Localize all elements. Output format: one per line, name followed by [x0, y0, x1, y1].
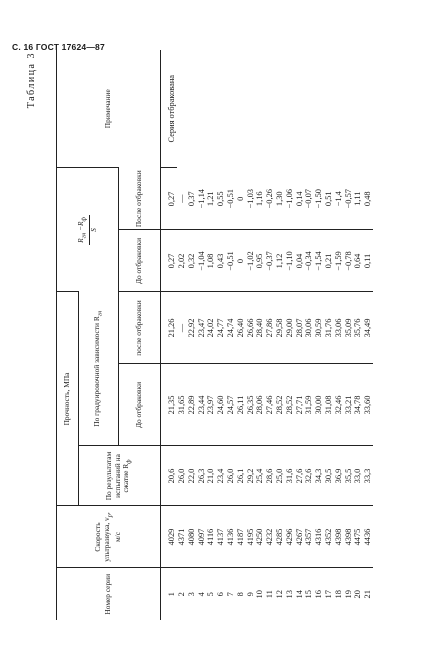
calib-before-cell: 27,46 — [265, 364, 275, 446]
calib-before-cell: 28,06 — [255, 364, 265, 446]
calib-before-cell: 32,46 — [334, 364, 344, 446]
calib-before-cell: 33,21 — [343, 364, 353, 446]
compression-cell: 30,5 — [324, 446, 334, 506]
compression-cell: 23,4 — [216, 446, 226, 506]
ratio-after-cell: — — [177, 194, 187, 203]
ratio-before-cell: 1,08 — [206, 230, 216, 292]
series-cell: 9 — [245, 568, 255, 620]
calib-after-cell: 22,92 — [187, 292, 197, 364]
speed-cell: 4285 — [275, 506, 285, 568]
ratio-after-cell: 0,55 — [216, 191, 226, 207]
compression-cell: 26,0 — [226, 446, 236, 506]
ratio-after-cell: −1,06 — [284, 189, 294, 209]
speed-cell: 4398 — [334, 506, 344, 568]
compression-cell: 33,0 — [353, 446, 363, 506]
speed-cell: 4398 — [343, 506, 353, 568]
speed-cell: 4029 — [161, 506, 177, 568]
series-cell: 10 — [255, 568, 265, 620]
speed-cell: 4116 — [206, 506, 216, 568]
calib-before-cell: 30,00 — [314, 364, 324, 446]
series-cell: 3 — [187, 568, 197, 620]
ratio-after-cell: −1,03 — [245, 189, 255, 209]
calib-before-cell: 33,60 — [363, 364, 373, 446]
speed-cell: 4352 — [324, 506, 334, 568]
col-compression-header: По результатам испытаний на сжатие $R_ф$ — [79, 446, 161, 506]
ratio-after-cell: −1,50 — [314, 189, 324, 209]
ratio-before-cell: −1,59 — [334, 230, 344, 292]
note-cell: Серия отбракована — [167, 74, 176, 143]
results-table — [56, 50, 373, 620]
table-label: Таблица 3 — [26, 52, 37, 109]
col-calib-before-header: До отбраковки — [119, 364, 161, 446]
calib-after-cell: 24,02 — [206, 292, 216, 364]
series-cell: 4 — [196, 568, 206, 620]
speed-cell: 4267 — [294, 506, 304, 568]
calib-after-cell: 34,49 — [363, 292, 373, 364]
ratio-after-cell: −1,4 — [333, 191, 343, 207]
ratio-after-cell: 0,14 — [294, 191, 304, 207]
compression-cell: 29,2 — [245, 446, 255, 506]
calib-before-cell: 24,60 — [216, 364, 226, 446]
series-cell: 8 — [236, 568, 246, 620]
ratio-before-cell: −1,02 — [245, 230, 255, 292]
series-cell: 2 — [177, 568, 187, 620]
compression-cell: 34,3 — [314, 446, 324, 506]
series-cell: 15 — [304, 568, 314, 620]
series-cell: 17 — [324, 568, 334, 620]
speed-cell: 4250 — [255, 506, 265, 568]
col-series-header: Номер серии — [57, 568, 161, 620]
ratio-before-cell: 0,43 — [216, 230, 226, 292]
speed-cell: 4371 — [177, 506, 187, 568]
rotated-table-block — [26, 50, 376, 620]
series-cell: 1 — [161, 568, 177, 620]
strength-group-header: Прочность, МПа — [57, 292, 79, 506]
compression-cell: 22,0 — [187, 446, 197, 506]
calib-after-cell: 31,76 — [324, 292, 334, 364]
calib-after-cell: 28,40 — [255, 292, 265, 364]
speed-cell: 4187 — [236, 506, 246, 568]
ratio-before-cell: −0,34 — [304, 230, 314, 292]
calib-before-cell: 21,35 — [161, 364, 177, 446]
ratio-before-cell: 2,02 — [177, 230, 187, 292]
ratio-before-cell: −1,10 — [285, 230, 295, 292]
table-row — [161, 50, 177, 620]
speed-cell: 4357 — [304, 506, 314, 568]
ratio-before-cell: −0,51 — [226, 230, 236, 292]
calib-after-cell: 21,26 — [161, 292, 177, 364]
speed-cell: 4436 — [363, 506, 373, 568]
compression-cell: 26,0 — [177, 446, 187, 506]
series-cell: 6 — [216, 568, 226, 620]
calib-after-cell: 28,07 — [294, 292, 304, 364]
ratio-before-cell: 0,11 — [363, 230, 373, 292]
series-cell: 5 — [206, 568, 216, 620]
col-note-header: Примечание — [57, 50, 161, 168]
ratio-after-cell: 0,37 — [186, 191, 196, 207]
calib-before-cell: 22,89 — [187, 364, 197, 446]
compression-cell: 21,0 — [206, 446, 216, 506]
calib-group-header: По градуировочной зависимости $R_{гн}$ — [79, 292, 119, 446]
calib-after-cell: 26,40 — [236, 292, 246, 364]
ratio-before-cell: 0,95 — [255, 230, 265, 292]
calib-before-cell: 23,44 — [196, 364, 206, 446]
series-cell: 21 — [363, 568, 373, 620]
calib-before-cell: 24,57 — [226, 364, 236, 446]
ratio-before-cell: 0,27 — [161, 230, 177, 292]
calib-after-cell: 26,66 — [245, 292, 255, 364]
speed-cell: 4232 — [265, 506, 275, 568]
ratio-before-cell: 1,12 — [275, 230, 285, 292]
calib-after-cell: 29,58 — [275, 292, 285, 364]
calib-before-cell: 28,52 — [275, 364, 285, 446]
compression-cell: 26,3 — [196, 446, 206, 506]
speed-cell: 4475 — [353, 506, 363, 568]
speed-cell: 4195 — [245, 506, 255, 568]
ratio-before-cell: −0,78 — [343, 230, 353, 292]
calib-before-cell: 27,71 — [294, 364, 304, 446]
ratio-before-cell: 0,64 — [353, 230, 363, 292]
compression-cell: 25,4 — [255, 446, 265, 506]
calib-after-cell: 27,86 — [265, 292, 275, 364]
ratio-after-cell: 0,51 — [324, 191, 334, 207]
ratio-before-cell: −1,04 — [196, 230, 206, 292]
ratio-after-cell: −1,14 — [196, 189, 206, 209]
calib-before-cell: 31,59 — [304, 364, 314, 446]
ratio-before-cell: 0,32 — [187, 230, 197, 292]
ratio-after-cell: 1,21 — [206, 191, 216, 207]
ratio-after-cell: 1,16 — [255, 191, 265, 207]
series-cell: 12 — [275, 568, 285, 620]
calib-after-cell: 23,47 — [196, 292, 206, 364]
series-cell: 14 — [294, 568, 304, 620]
calib-after-cell: 35,76 — [353, 292, 363, 364]
compression-cell: 27,6 — [294, 446, 304, 506]
speed-cell: 4080 — [187, 506, 197, 568]
calib-before-cell: 23,97 — [206, 364, 216, 446]
ratio-after-cell: 0,27 — [161, 168, 177, 230]
ratio-after-cell: −0,51 — [226, 189, 236, 209]
calib-before-cell: 34,78 — [353, 364, 363, 446]
calib-after-cell: 33,06 — [334, 292, 344, 364]
ratio-after-cell: 0 — [235, 196, 245, 201]
compression-cell: 26,1 — [236, 446, 246, 506]
calib-before-cell: 31,08 — [324, 364, 334, 446]
col-speed-header: Скорость ультразвука, $v_p$, м/с — [57, 506, 161, 568]
compression-cell: 36,9 — [334, 446, 344, 506]
series-cell: 13 — [285, 568, 295, 620]
ratio-after-cell: −0,57 — [343, 189, 353, 209]
compression-cell: 32,6 — [304, 446, 314, 506]
speed-cell: 4136 — [226, 506, 236, 568]
calib-after-cell: 30,59 — [314, 292, 324, 364]
series-cell: 16 — [314, 568, 324, 620]
col-calib-after-header: после отбраковки — [119, 292, 161, 364]
calib-after-cell: 24,77 — [216, 292, 226, 364]
speed-cell: 4137 — [216, 506, 226, 568]
ratio-before-cell: 0 — [236, 230, 246, 292]
col-ratio-before-header: До отбраковки — [119, 230, 161, 292]
ratio-before-cell: −1,54 — [314, 230, 324, 292]
compression-cell: 31,6 — [285, 446, 295, 506]
calib-after-cell: 24,74 — [226, 292, 236, 364]
compression-cell: 35,5 — [343, 446, 353, 506]
ratio-after-cell: −0,26 — [265, 189, 275, 209]
calib-after-cell: 30,06 — [304, 292, 314, 364]
calib-after-cell: 29,00 — [285, 292, 295, 364]
series-cell: 20 — [353, 568, 363, 620]
series-cell: 19 — [343, 568, 353, 620]
compression-cell: 33,3 — [363, 446, 373, 506]
calib-after-cell: 35,09 — [343, 292, 353, 364]
compression-cell: 25,0 — [275, 446, 285, 506]
ratio-after-cell: 1,30 — [275, 191, 285, 207]
compression-cell: 28,6 — [265, 446, 275, 506]
ratio-group-header: $R_{гн} -R_ф$ S — [57, 168, 119, 292]
calib-before-cell: 26,35 — [245, 364, 255, 446]
compression-cell: 20,6 — [161, 446, 177, 506]
calib-before-cell: 26,11 — [236, 364, 246, 446]
calib-before-cell: 28,52 — [285, 364, 295, 446]
speed-cell: 4316 — [314, 506, 324, 568]
series-cell: 7 — [226, 568, 236, 620]
speed-cell: 4097 — [196, 506, 206, 568]
ratio-before-cell: −0,37 — [265, 230, 275, 292]
col-ratio-after-header: После отбраковки — [119, 168, 161, 230]
ratio-before-cell: 0,04 — [294, 230, 304, 292]
ratio-after-cell: 0,48 — [363, 191, 373, 207]
speed-cell: 4296 — [285, 506, 295, 568]
ratio-after-cell: −0,07 — [304, 189, 314, 209]
ratio-before-cell: 0,21 — [324, 230, 334, 292]
ratio-after-cell: 1,11 — [353, 191, 363, 206]
series-cell: 18 — [334, 568, 344, 620]
series-cell: 11 — [265, 568, 275, 620]
calib-before-cell: 31,65 — [177, 364, 187, 446]
page-header: С. 16 ГОСТ 17624—87 — [12, 42, 105, 52]
calib-after-cell: — — [177, 292, 187, 364]
